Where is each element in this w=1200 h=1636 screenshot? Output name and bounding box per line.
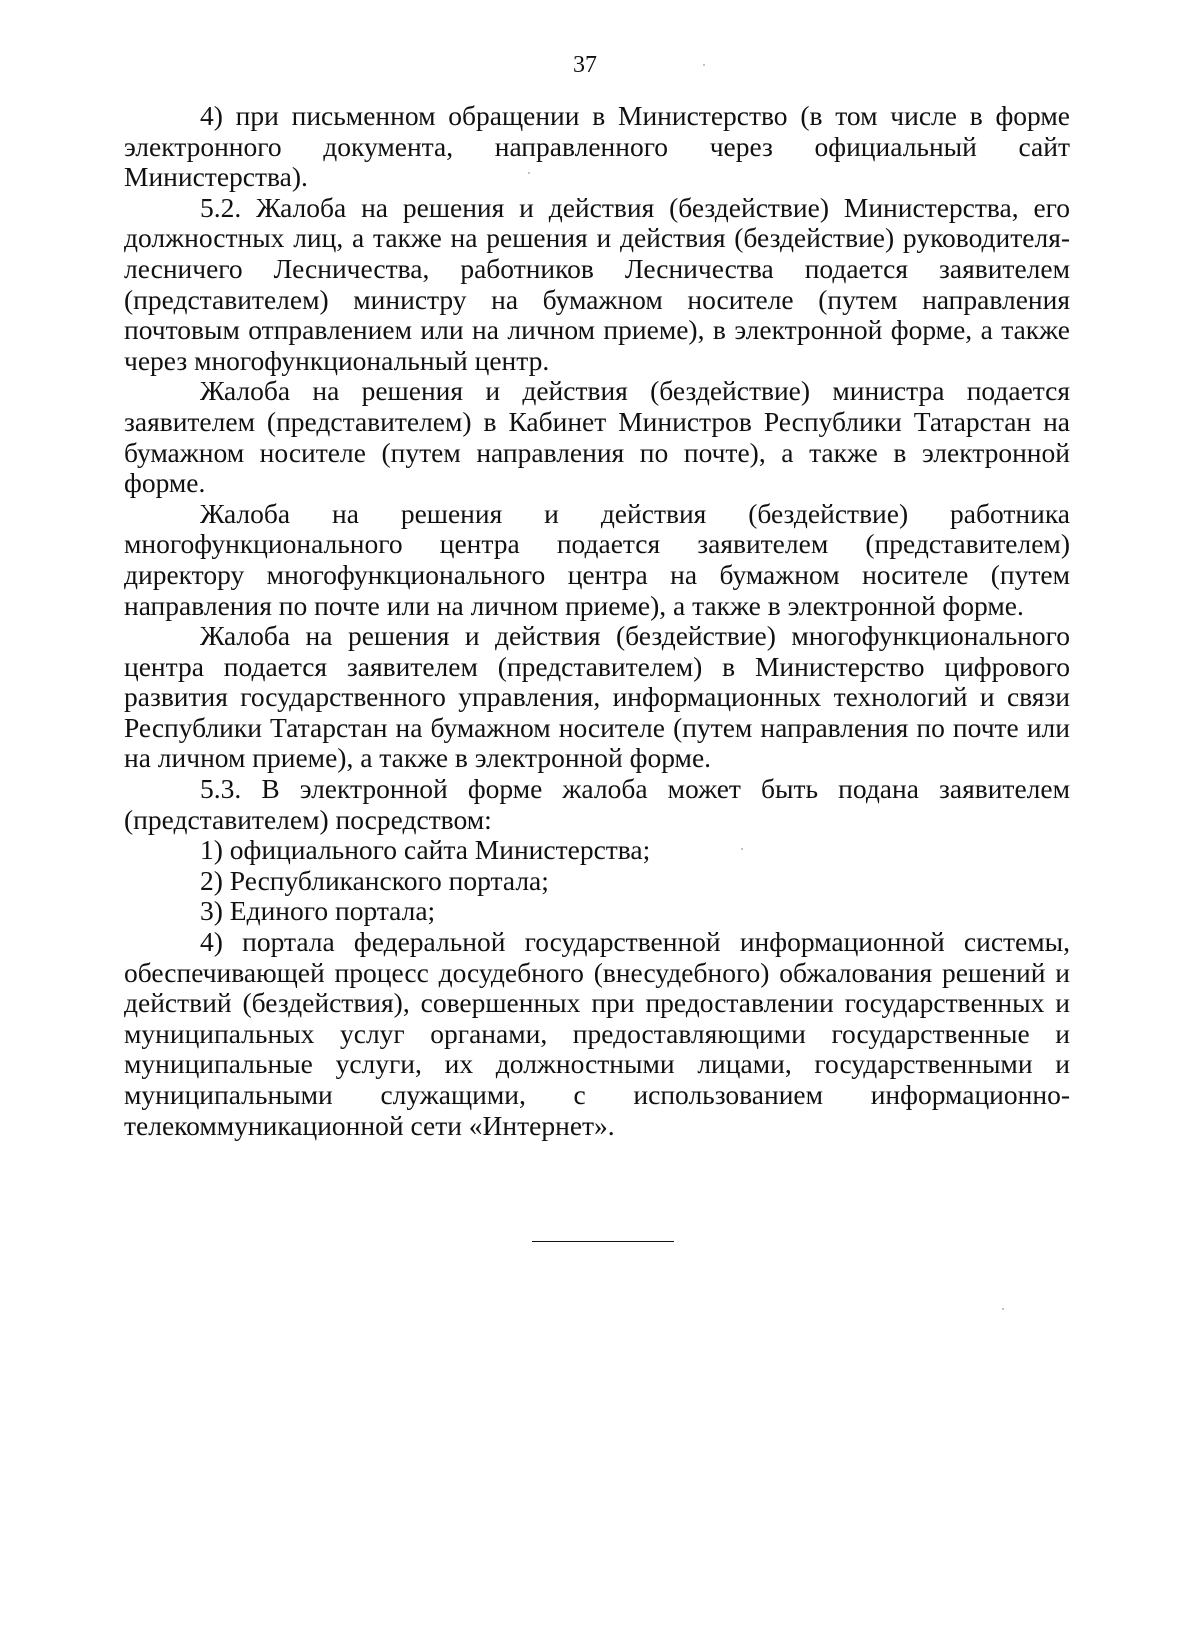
list-item-official-site: 1) официального сайта Министерства; bbox=[200, 834, 651, 866]
paragraph-item-4-written-appeal: 4) при письменном обращении в Министерство (в том числе в форме электронного документа, направленного через официальный сайт Министерства). bbox=[124, 100, 1070, 193]
paragraph-complaint-mfc-employee: Жалоба на решения и действия (бездействие) работника многофункционального центра подается заявителем (представителем) директору многофункционального центра на бумажном носителе (путем направления по почте или на личном приеме), а также в электронной форме. bbox=[124, 497, 1070, 621]
scan-speck bbox=[703, 64, 705, 66]
scan-speck bbox=[741, 848, 743, 850]
paragraph-complaint-mfc: Жалоба на решения и действия (бездействие) многофункционального центра подается заявителем (представителем) в Министерство цифрового развития государственного управления, информационных технологий и связи Республики Татарстан на бумажном носителе (путем направления по почте или на личном приеме), а также в электронной форме. bbox=[124, 620, 1070, 774]
list-item-republican-portal: 2) Республиканского портала; bbox=[200, 864, 549, 896]
end-divider-line bbox=[532, 1241, 674, 1242]
paragraph-5-2-complaint-to-minister: 5.2. Жалоба на решения и действия (бездействие) Министерства, его должностных лиц, а также на решения и действия (бездействие) руководителя-лесничего Лесничества, работников Лесничества подается заявителем (представителем) министру на бумажном носителе (путем направления почтовым отправлением или на личном приеме), в электронной форме, а также через многофункциональный центр. bbox=[124, 191, 1070, 376]
paragraph-complaint-cabinet-of-ministers: Жалоба на решения и действия (бездействие) министра подается заявителем (представителем) в Кабинет Министров Республики Татарстан на бумажном носителе (путем направления по почте), а также в электронной форме. bbox=[124, 375, 1070, 499]
paragraph-5-3-electronic-complaint: 5.3. В электронной форме жалоба может быть подана заявителем (представителем) посредством: bbox=[124, 773, 1070, 835]
scan-speck bbox=[1002, 1308, 1004, 1310]
scan-speck bbox=[528, 172, 530, 174]
list-item-federal-portal: 4) портала федеральной государственной информационной системы, обеспечивающей процесс досудебного (внесудебного) обжалования решений и действий (бездействия), совершенных при предоставлении государственных и муниципальных услуг органами, предоставляющими государственные и муниципальные услуги, их должностными лицами, государственными и муниципальными служащими, с использованием информационно-телекоммуникационной сети «Интернет». bbox=[124, 926, 1070, 1141]
list-item-unified-portal: 3) Единого портала; bbox=[200, 895, 436, 927]
document-body bbox=[124, 101, 1070, 1141]
page-number: 37 bbox=[573, 52, 597, 78]
